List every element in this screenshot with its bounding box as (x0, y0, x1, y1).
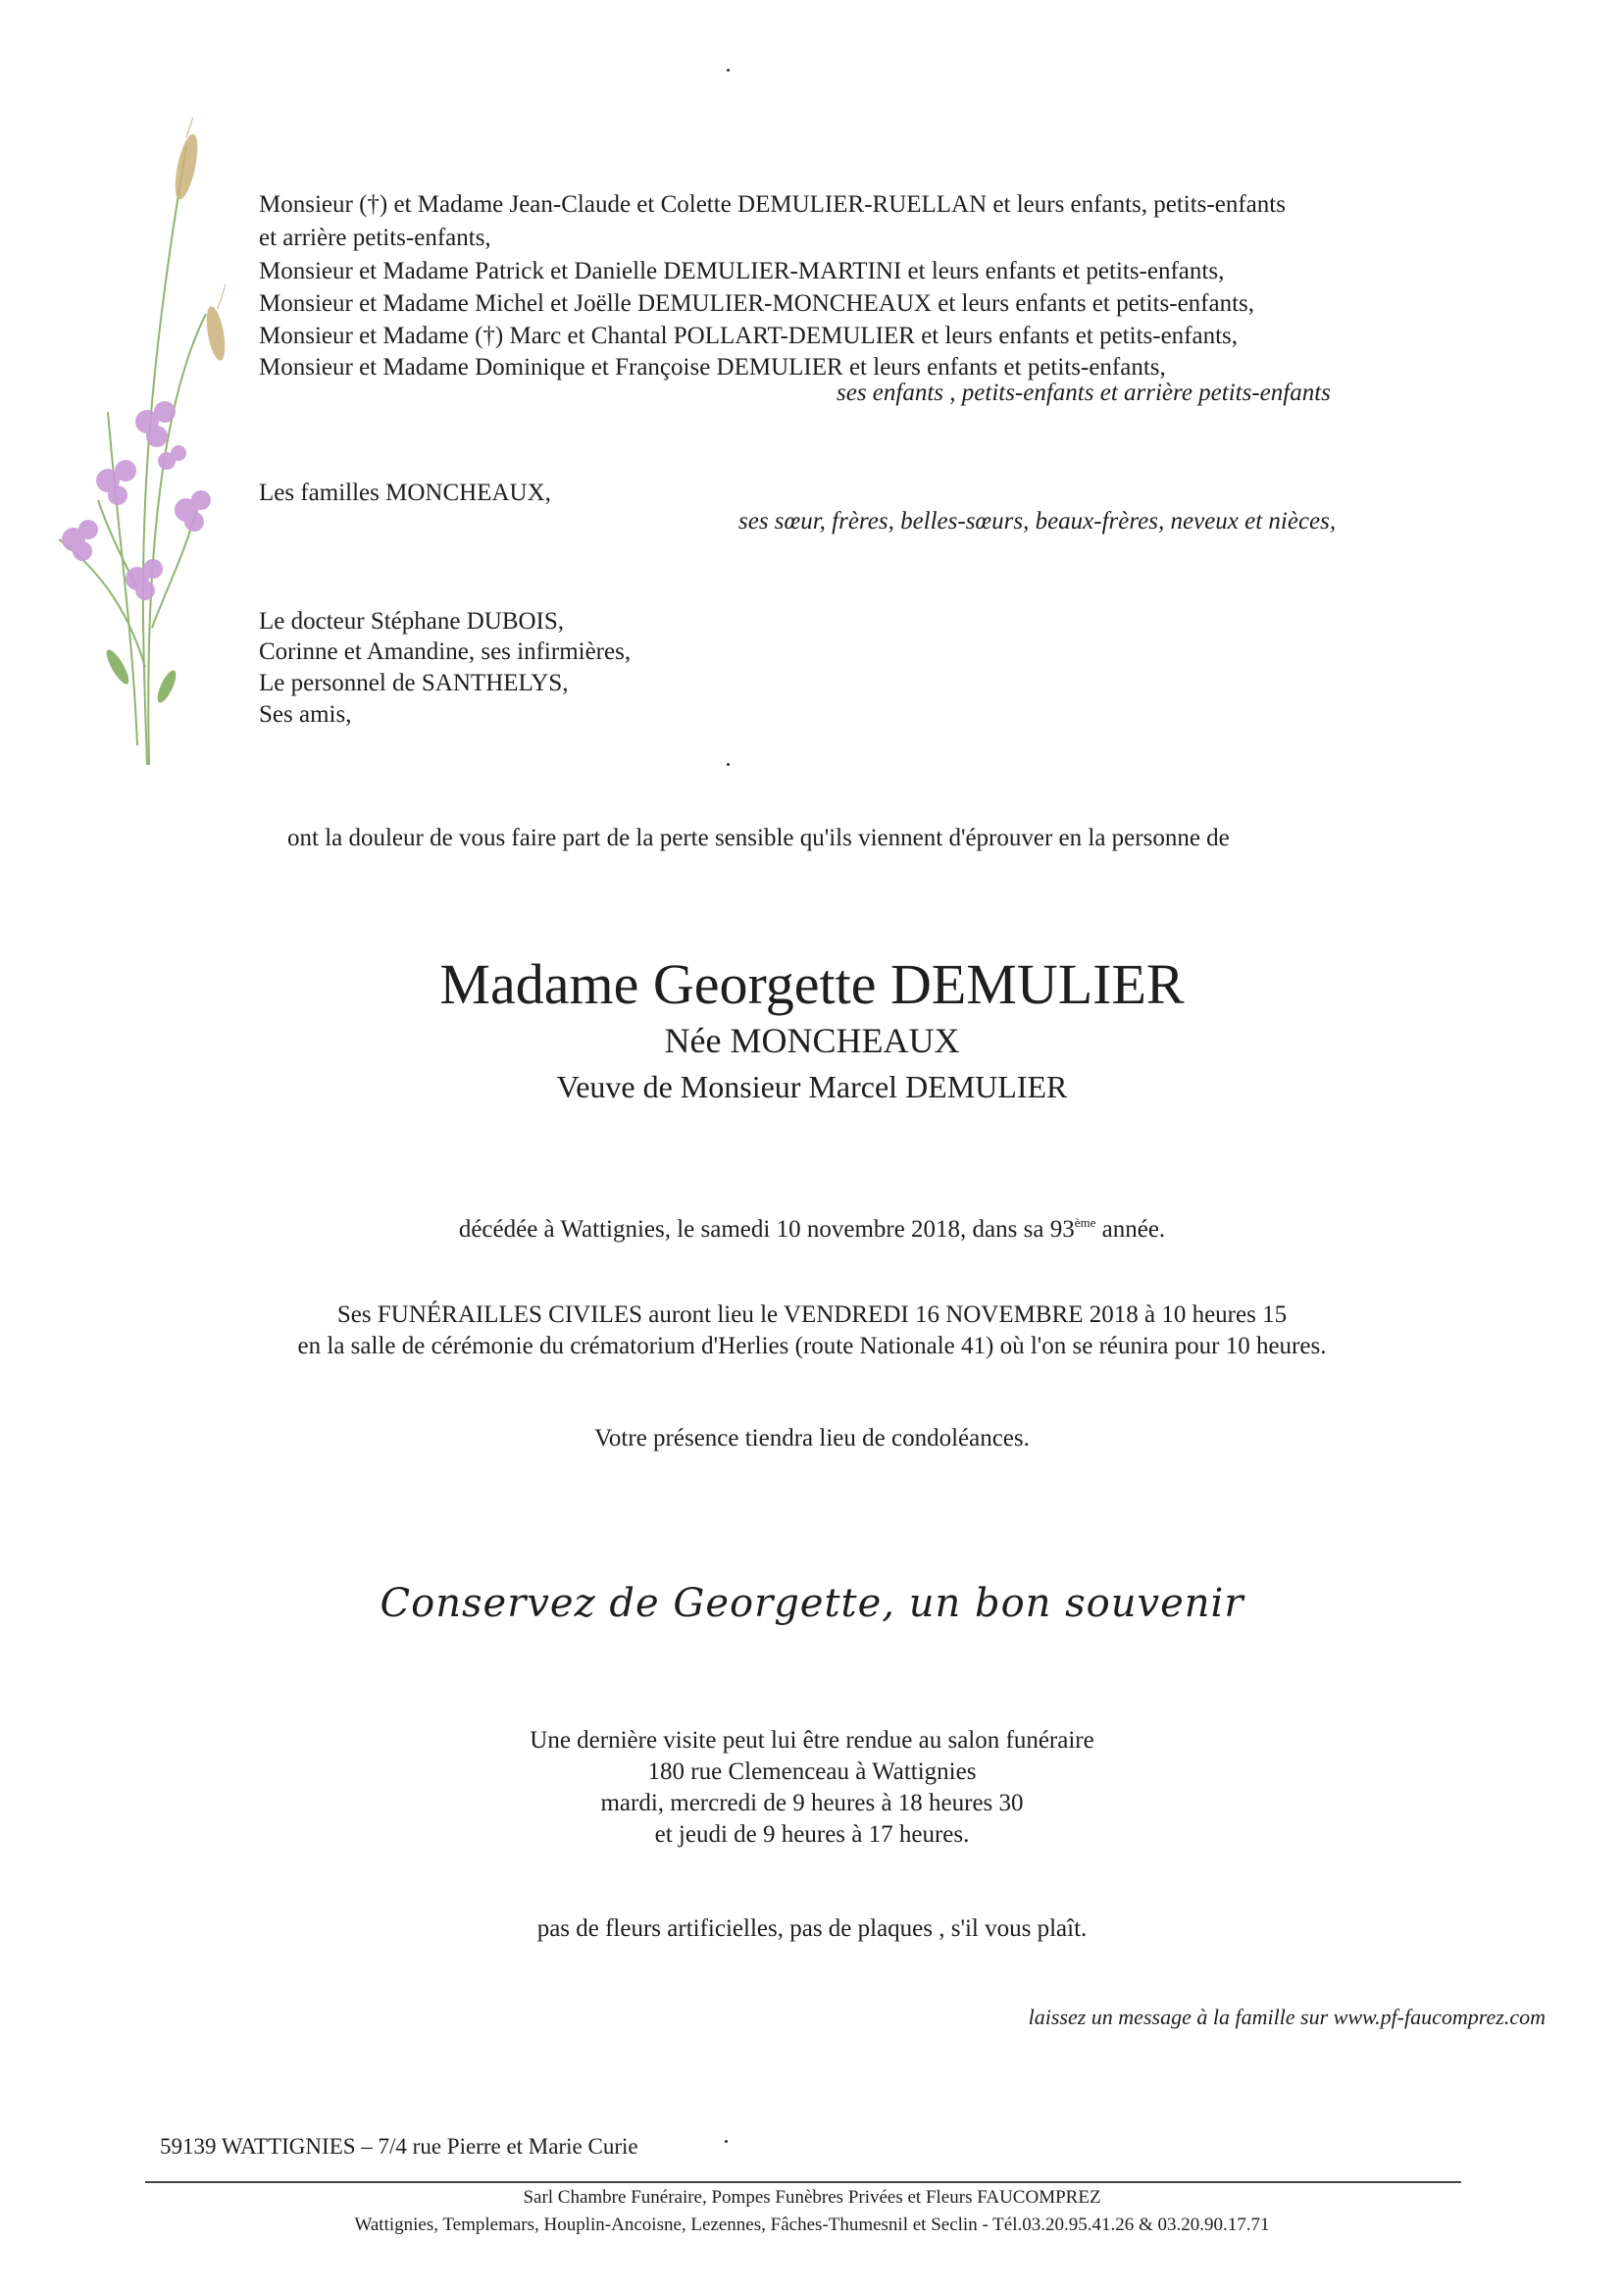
visit-line: et jeudi de 9 heures à 17 heures. (654, 1821, 970, 1848)
other-line: Corinne et Amandine, ses infirmières, (259, 638, 632, 665)
other-line: Le personnel de SANTHELYS, (259, 670, 569, 696)
funeral-line: en la salle de cérémonie du crématorium d'Herlies (route Nationale 41) où l'on se réunira pour 10 heures. (297, 1333, 1327, 1359)
family-line: Monsieur et Madame Dominique et Françoise DEMULIER et leurs enfants et petits-enfants, (259, 354, 1166, 381)
moncheaux-line: Les familles MONCHEAUX, (259, 480, 551, 506)
family-line: Monsieur et Madame (†) Marc et Chantal POLLART-DEMULIER et leurs enfants et petits-enfants, (259, 323, 1239, 349)
families-role: ses enfants , petits-enfants et arrière petits-enfants (837, 380, 1331, 406)
condolences: Votre présence tiendra lieu de condoléances. (594, 1425, 1030, 1451)
deceased-widow: Veuve de Monsieur Marcel DEMULIER (556, 1069, 1068, 1104)
other-line: Ses amis, (259, 701, 352, 728)
family-line: Monsieur (†) et Madame Jean-Claude et Colette DEMULIER-RUELLAN et leurs enfants, petits-enfants (259, 191, 1286, 218)
moncheaux-role: ses sœur, frères, belles-sœurs, beaux-frères, neveux et nièces, (738, 508, 1337, 535)
visit-line: Une dernière visite peut lui être rendue au salon funéraire (530, 1727, 1094, 1754)
deceased-nee: Née MONCHEAUX (664, 1021, 960, 1060)
family-line: Monsieur et Madame Patrick et Danielle DEMULIER-MARTINI et leurs enfants et petits-enfants, (259, 258, 1225, 284)
other-line: Le docteur Stéphane DUBOIS, (259, 608, 565, 635)
family-line: et arrière petits-enfants, (259, 225, 491, 251)
flower-illustration-icon (39, 118, 235, 785)
visit-line: 180 rue Clemenceau à Wattignies (647, 1758, 977, 1785)
visit-line: mardi, mercredi de 9 heures à 18 heures 30 (600, 1790, 1024, 1816)
funeral-line: Ses FUNÉRAILLES CIVILES auront lieu le VENDREDI 16 NOVEMBRE 2018 à 10 heures 15 (336, 1301, 1288, 1328)
announcement: ont la douleur de vous faire part de la perte sensible qu'ils viennent d'éprouver en la personne de (287, 825, 1230, 851)
scan-dot (725, 2140, 728, 2143)
deceased-name: Madame Georgette DEMULIER (439, 952, 1185, 1016)
address: 59139 WATTIGNIES – 7/4 rue Pierre et Marie Curie (160, 2134, 638, 2159)
flowers-note: pas de fleurs artificielles, pas de plaques , s'il vous plaît. (536, 1915, 1088, 1942)
footer-company: Sarl Chambre Funéraire, Pompes Funèbres Privées et Fleurs FAUCOMPREZ (523, 2187, 1101, 2208)
scan-dot (727, 69, 730, 72)
death-notice: décédée à Wattignies, le samedi 10 novembre 2018, dans sa 93ème année. (458, 1215, 1166, 1243)
website-note: laissez un message à la famille sur www.pf-faucomprez.com (1028, 2005, 1546, 2029)
footer-divider (145, 2181, 1461, 2183)
scan-dot (727, 763, 730, 766)
memory-line: Conservez de Georgette, un bon souvenir (380, 1581, 1244, 1626)
family-line: Monsieur et Madame Michel et Joëlle DEMULIER-MONCHEAUX et leurs enfants et petits-enfants, (259, 290, 1255, 317)
footer-locations: Wattignies, Templemars, Houplin-Ancoisne, Lezennes, Fâches-Thumesnil et Seclin - Tél.03.20.95.41.26 & 03.20.90.17.71 (354, 2215, 1270, 2235)
